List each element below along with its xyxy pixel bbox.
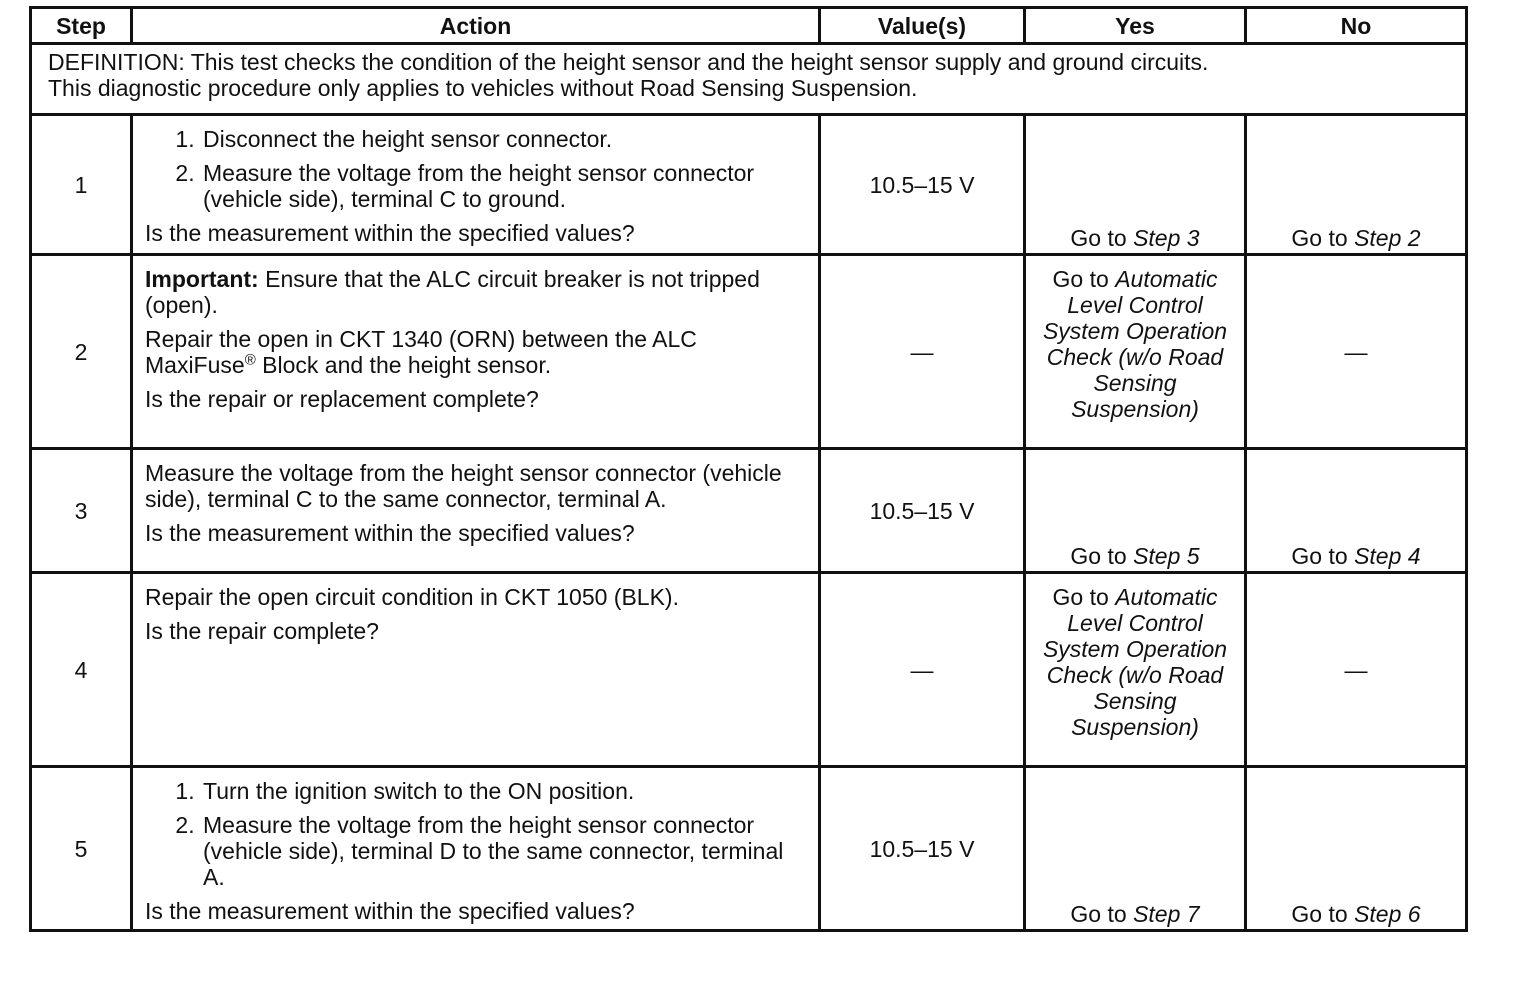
question-text: Is the measurement within the specified values? <box>145 520 635 546</box>
no-link[interactable]: Step 2 <box>1354 225 1421 251</box>
header-action: Action <box>132 8 820 44</box>
yes-link[interactable]: Step 3 <box>1133 225 1200 251</box>
yes-cell <box>1025 115 1246 255</box>
no-prefix: Go to <box>1291 901 1355 927</box>
question-text: Is the measurement within the specified values? <box>145 898 635 924</box>
yes-prefix: Go to <box>1070 543 1134 569</box>
yes-prefix: Go to <box>1070 225 1134 251</box>
table-row <box>31 255 1467 449</box>
value-cell: — <box>820 255 1025 449</box>
no-cell <box>1246 115 1467 255</box>
definition-cell <box>31 44 1467 115</box>
yes-prefix: Go to <box>1052 584 1116 610</box>
step-number: 2 <box>31 255 132 449</box>
action-list <box>145 778 808 890</box>
action-text: Repair the open circuit condition in CKT 1050 (BLK). <box>145 584 679 610</box>
repair-text <box>145 326 808 378</box>
definition-line-2: This diagnostic procedure only applies to vehicles without Road Sensing Suspension. <box>48 75 918 101</box>
repair-text-b: Block and the height sensor. <box>255 352 552 378</box>
table-row <box>31 573 1467 767</box>
no-cell: — <box>1246 255 1467 449</box>
step-number: 3 <box>31 449 132 573</box>
list-item: 1. Disconnect the height sensor connector. <box>201 126 808 152</box>
action-cell <box>132 767 820 931</box>
table-row <box>31 449 1467 573</box>
diagnostic-table <box>29 6 1468 932</box>
yes-prefix: Go to <box>1070 901 1134 927</box>
step-number: 5 <box>31 767 132 931</box>
no-link[interactable]: Step 6 <box>1354 901 1421 927</box>
yes-link[interactable]: Step 7 <box>1133 901 1200 927</box>
list-item: 2. Measure the voltage from the height sensor connector (vehicle side), terminal D to the same connector, terminal A. <box>201 812 808 890</box>
value-cell: 10.5–15 V <box>820 449 1025 573</box>
header-values: Value(s) <box>820 8 1025 44</box>
table-row <box>31 115 1467 255</box>
registered-mark: ® <box>244 351 256 369</box>
header-row <box>31 8 1467 44</box>
yes-cell <box>1025 767 1246 931</box>
no-prefix: Go to <box>1291 543 1355 569</box>
value-cell: 10.5–15 V <box>820 767 1025 931</box>
definition-row <box>31 44 1467 115</box>
step-number: 1 <box>31 115 132 255</box>
list-item: 2. Measure the voltage from the height sensor connector (vehicle side), terminal C to ground. <box>201 160 808 212</box>
header-no: No <box>1246 8 1467 44</box>
yes-cell <box>1025 573 1246 767</box>
definition-line-1: DEFINITION: This test checks the condition of the height sensor and the height sensor supply and ground circuits. <box>48 49 1209 75</box>
action-cell <box>132 255 820 449</box>
yes-prefix: Go to <box>1052 266 1116 292</box>
table-row <box>31 767 1467 931</box>
no-cell: — <box>1246 573 1467 767</box>
question-text: Is the measurement within the specified values? <box>145 220 635 246</box>
repair-text-a: Repair the open in CKT 1340 (ORN) between the ALC MaxiFuse <box>145 326 697 378</box>
question-text: Is the repair or replacement complete? <box>145 386 539 412</box>
action-list <box>145 126 808 212</box>
yes-link[interactable]: Step 5 <box>1133 543 1200 569</box>
no-link[interactable]: Step 4 <box>1354 543 1421 569</box>
yes-cell <box>1025 449 1246 573</box>
step-number: 4 <box>31 573 132 767</box>
important-label: Important: <box>145 266 259 292</box>
yes-link[interactable]: Automatic Level Control System Operation Check (w/o Road Sensing Suspension) <box>1042 266 1228 422</box>
no-cell <box>1246 449 1467 573</box>
no-prefix: Go to <box>1291 225 1355 251</box>
list-item: 1. Turn the ignition switch to the ON position. <box>201 778 808 804</box>
no-cell <box>1246 767 1467 931</box>
question-text: Is the repair complete? <box>145 618 379 644</box>
action-cell <box>132 573 820 767</box>
action-text: Measure the voltage from the height sensor connector (vehicle side), terminal C to the same connector, terminal A. <box>145 460 782 512</box>
header-yes: Yes <box>1025 8 1246 44</box>
important-note <box>145 266 808 318</box>
action-cell <box>132 115 820 255</box>
action-cell <box>132 449 820 573</box>
value-cell: — <box>820 573 1025 767</box>
header-step: Step <box>31 8 132 44</box>
yes-cell <box>1025 255 1246 449</box>
value-cell: 10.5–15 V <box>820 115 1025 255</box>
important-text: Ensure that the ALC circuit breaker is not tripped (open). <box>145 266 760 318</box>
yes-link[interactable]: Automatic Level Control System Operation Check (w/o Road Sensing Suspension) <box>1042 584 1228 740</box>
